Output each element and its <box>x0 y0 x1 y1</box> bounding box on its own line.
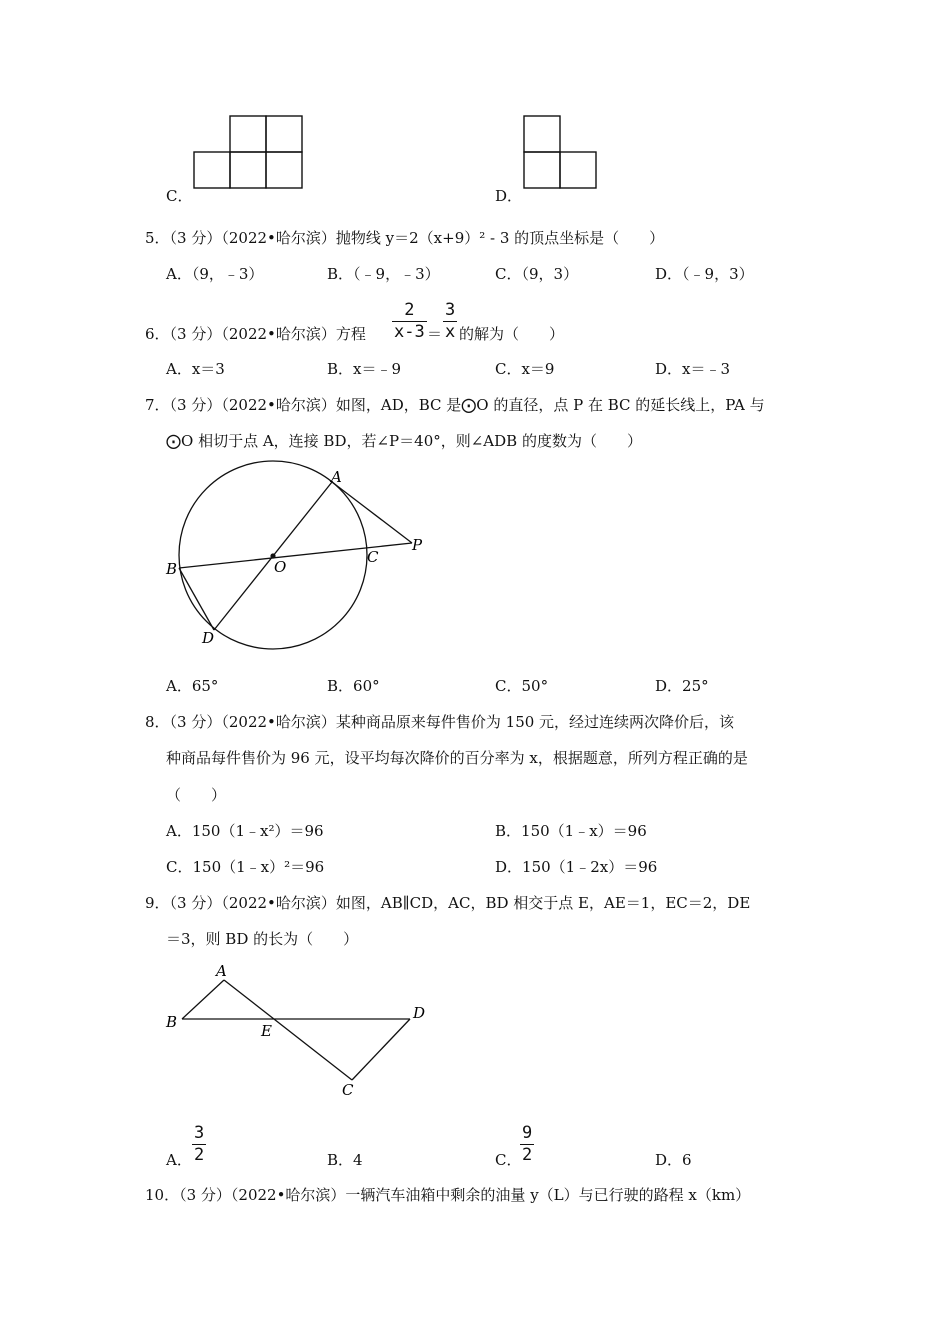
q9-label-d: D <box>413 1004 426 1022</box>
q7-option-d: D．25° <box>655 677 709 695</box>
q5-option-b: B．（﹣9，﹣3） <box>327 265 440 283</box>
q7-label-p: P <box>412 536 423 554</box>
q6-stem-prefix: 6．（3 分）（2022•哈尔滨）方程 <box>145 325 366 343</box>
q9-option-c-denominator: 2 <box>522 1145 533 1165</box>
q8-option-a: A．150（1﹣x²）＝96 <box>166 822 324 840</box>
q8-option-d: D．150（1﹣2x）＝96 <box>495 858 658 876</box>
q7-option-b: B．60° <box>327 677 380 695</box>
q6-option-a: A．x＝3 <box>166 360 225 378</box>
q5-option-a: A．（9，﹣3） <box>166 265 264 283</box>
q5-option-c: C．（9，3） <box>495 265 579 283</box>
q6-option-b: B．x＝﹣9 <box>327 360 402 378</box>
q6-fraction-1 <box>392 302 427 341</box>
q9-figure-triangles <box>160 958 440 1098</box>
q9-option-a-numerator: 3 <box>194 1123 205 1143</box>
q6-option-d: D．x＝﹣3 <box>655 360 731 378</box>
q6-fraction-2 <box>443 302 457 341</box>
q6-frac1-numerator: 2 <box>404 300 415 320</box>
q9-label-b: B <box>166 1013 178 1031</box>
q8-stem-line3: （ ） <box>166 786 227 804</box>
q5-option-d: D．（﹣9，3） <box>655 265 754 283</box>
q6-frac1-denominator: x-3 <box>394 322 425 342</box>
q8-stem-line2: 种商品每件售价为 96 元，设平均每次降价的百分率为 x，根据题意，所列方程正确的是 <box>166 749 748 767</box>
q8-option-c: C．150（1﹣x）²＝96 <box>166 858 325 876</box>
q9-option-a-label: A． <box>166 1151 192 1169</box>
q9-stem-line1: 9．（3 分）（2022•哈尔滨）如图，AB∥CD，AC，BD 相交于点 E，AE＝1，EC＝2，DE <box>145 894 751 912</box>
q7-figure-circle <box>160 460 440 660</box>
q7-label-d: D <box>202 629 215 647</box>
q6-frac2-numerator: 3 <box>445 300 456 320</box>
q4-option-c-label: C． <box>166 187 193 205</box>
q9-option-c-label: C． <box>495 1151 522 1169</box>
q6-option-c: C．x＝9 <box>495 360 555 378</box>
q9-option-a-fraction <box>192 1125 206 1164</box>
q9-label-e: E <box>261 1022 272 1040</box>
q9-label-c: C <box>342 1081 354 1099</box>
q7-stem-line1: 7．（3 分）（2022•哈尔滨）如图，AD，BC 是⨀O 的直径，点 P 在 BC 的延长线上，PA 与 <box>145 396 765 414</box>
q10-stem-line1: 10．（3 分）（2022•哈尔滨）一辆汽车油箱中剩余的油量 y（L）与已行驶的路程 x（km） <box>145 1186 751 1204</box>
q6-frac2-denominator: x <box>445 322 456 342</box>
q7-option-a: A．65° <box>166 677 219 695</box>
q7-label-c: C <box>367 548 379 566</box>
q9-option-a-denominator: 2 <box>194 1145 205 1165</box>
q6-stem-suffix: 的解为（ ） <box>459 325 565 343</box>
q9-label-a: A <box>216 962 227 980</box>
q7-label-o: O <box>274 558 287 576</box>
q9-option-c-numerator: 9 <box>522 1123 533 1143</box>
q9-option-b: B．4 <box>327 1151 363 1169</box>
q4-option-d-label: D． <box>495 187 523 205</box>
q4-figure-c <box>190 112 310 192</box>
q9-stem-line2: ＝3，则 BD 的长为（ ） <box>166 930 359 948</box>
q8-stem-line1: 8．（3 分）（2022•哈尔滨）某种商品原来每件售价为 150 元，经过连续两次降价后，该 <box>145 713 735 731</box>
q6-equals: ＝ <box>427 325 443 343</box>
q4-figure-d <box>520 112 610 192</box>
q7-stem-line2: ⨀O 相切于点 A，连接 BD，若∠P＝40°，则∠ADB 的度数为（ ） <box>166 432 642 450</box>
q7-label-b: B <box>166 560 178 578</box>
q5-stem: 5．（3 分）（2022•哈尔滨）抛物线 y＝2（x+9）² - 3 的顶点坐标是（ ） <box>145 229 665 247</box>
q8-option-b: B．150（1﹣x）＝96 <box>495 822 647 840</box>
q7-label-a: A <box>331 468 342 486</box>
q9-option-c-fraction <box>520 1125 534 1164</box>
q9-option-d: D．6 <box>655 1151 692 1169</box>
q7-option-c: C．50° <box>495 677 549 695</box>
